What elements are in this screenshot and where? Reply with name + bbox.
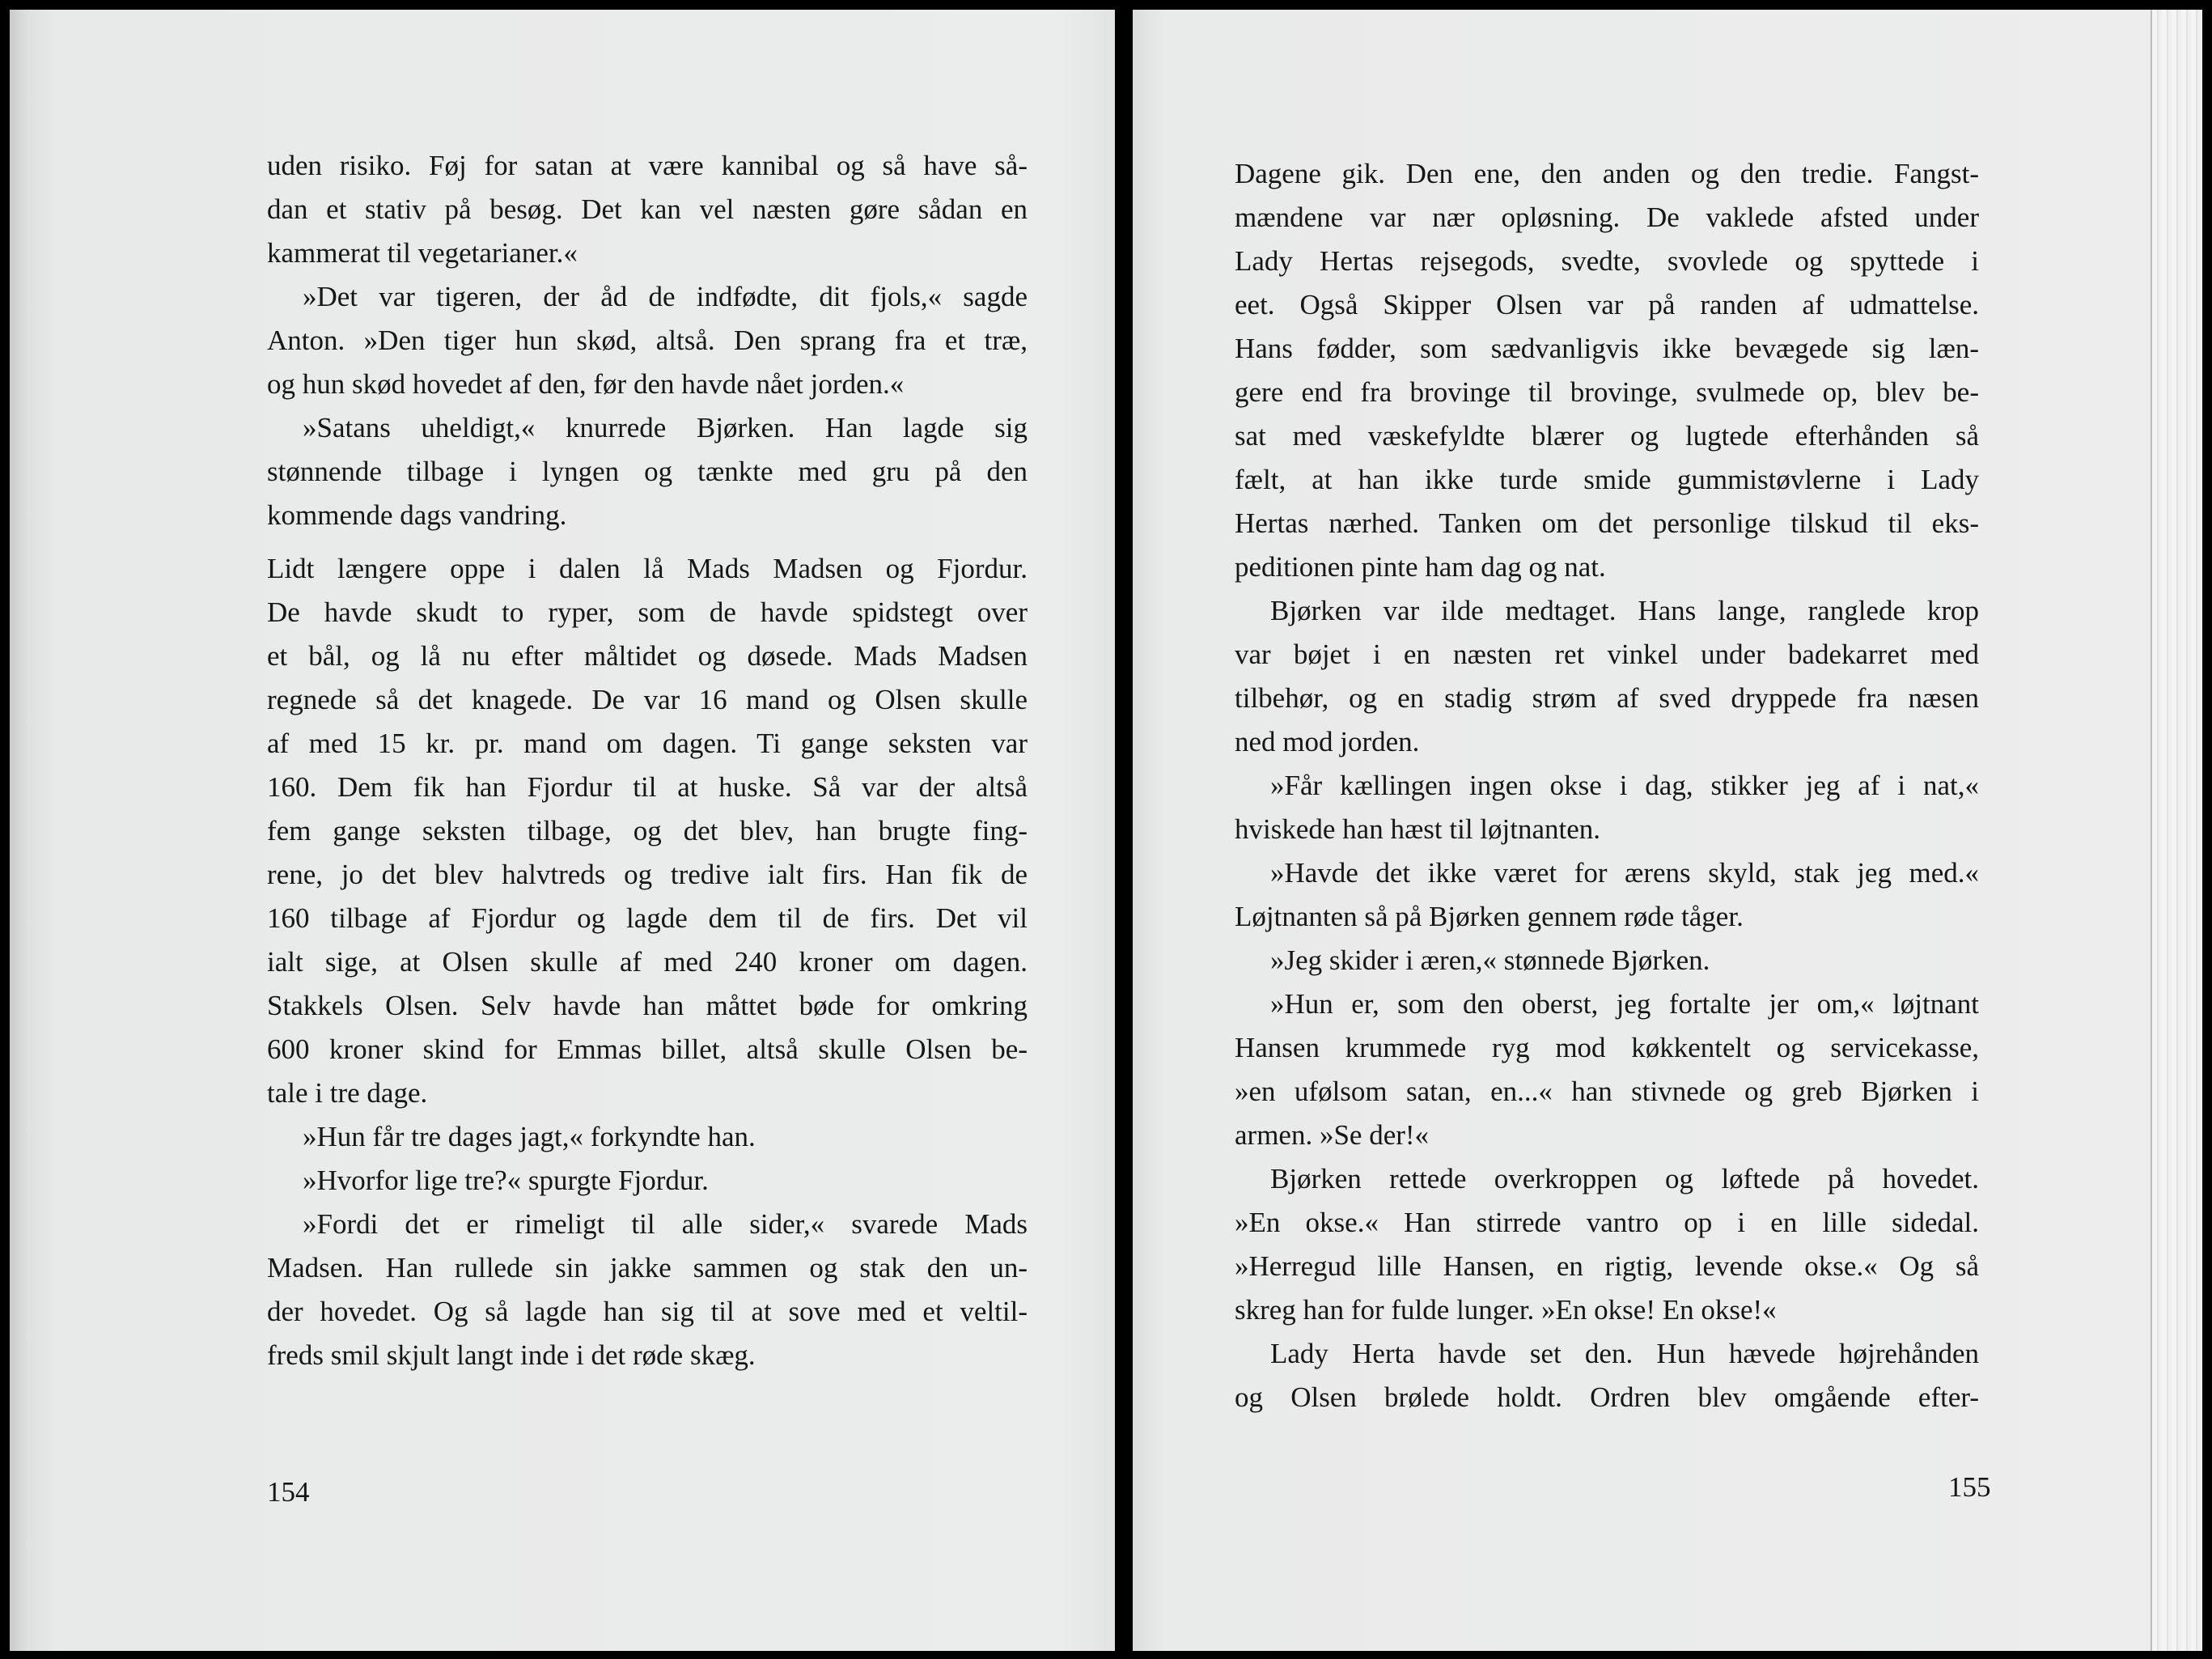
text-line: »En okse.« Han stirrede vantro op i en lille sidedal. — [1235, 1207, 1979, 1238]
text-line: »Får kællingen ingen okse i dag, stikker jeg af i nat,« — [1270, 770, 1979, 801]
page-number: 155 — [1948, 1471, 1991, 1503]
right-page — [1133, 10, 2202, 1651]
text-line: Løjtnanten så på Bjørken gennem røde tåger. — [1235, 901, 1744, 932]
text-line: eet. Også Skipper Olsen var på randen af udmattelse. — [1235, 289, 1979, 320]
text-line: Lady Hertas rejsegods, svedte, svovlede og spyttede i — [1235, 245, 1979, 277]
text-line: Dagene gik. Den ene, den anden og den tredie. Fangst- — [1235, 158, 1979, 189]
text-line: mændene var nær opløsning. De vaklede afsted under — [1235, 202, 1979, 233]
text-line: ialt sige, at Olsen skulle af med 240 kroner om dagen. — [267, 946, 1028, 978]
text-line: var bøjet i en næsten ret vinkel under badekarret med — [1235, 639, 1979, 670]
text-line: stønnende tilbage i lyngen og tænkte med gru på den — [267, 456, 1028, 487]
text-line: fælt, at han ikke turde smide gummistøvlerne i Lady — [1235, 464, 1979, 495]
text-line: »Hun får tre dages jagt,« forkyndte han. — [303, 1121, 756, 1152]
text-line: og hun skød hovedet af den, før den havde nået jorden.« — [267, 368, 905, 400]
text-line: ned mod jorden. — [1235, 726, 1420, 757]
text-line: »Havde det ikke været for ærens skyld, stak jeg med.« — [1270, 857, 1979, 889]
text-line: regnede så det knagede. De var 16 mand og Olsen skulle — [267, 684, 1028, 715]
text-line: Stakkels Olsen. Selv havde han måttet bøde for omkring — [267, 990, 1028, 1021]
text-line: hviskede han hæst til løjtnanten. — [1235, 813, 1601, 845]
text-line: rene, jo det blev halvtreds og tredive ialt firs. Han fik de — [267, 859, 1028, 890]
text-line: »Fordi det er rimeligt til alle sider,« svarede Mads — [303, 1208, 1028, 1240]
text-line: »en ufølsom satan, en...« han stivnede og greb Bjørken i — [1235, 1076, 1979, 1107]
text-line: tilbehør, og en stadig strøm af sved dryppede fra næsen — [1235, 682, 1979, 714]
text-line: De havde skudt to ryper, som de havde spidstegt over — [267, 596, 1028, 628]
text-line: armen. »Se der!« — [1235, 1119, 1430, 1151]
text-line: »Jeg skider i æren,« stønnede Bjørken. — [1270, 944, 1710, 976]
text-line: Hertas nærhed. Tanken om det personlige tilskud til eks- — [1235, 507, 1979, 539]
text-line: Madsen. Han rullede sin jakke sammen og stak den un- — [267, 1252, 1028, 1283]
page-edges — [2151, 10, 2202, 1651]
text-line: 600 kroner skind for Emmas billet, altså skulle Olsen be- — [267, 1033, 1028, 1065]
text-line: skreg han for fulde lunger. »En okse! En okse!« — [1235, 1294, 1777, 1326]
text-line: Lady Herta havde set den. Hun hævede højrehånden — [1270, 1338, 1979, 1369]
text-line: »Hun er, som den oberst, jeg fortalte jer om,« løjtnant — [1270, 988, 1979, 1020]
text-line: »Herregud lille Hansen, en rigtig, levende okse.« Og så — [1235, 1250, 1979, 1282]
text-line: freds smil skjult langt inde i det røde skæg. — [267, 1339, 756, 1371]
text-line: peditionen pinte ham dag og nat. — [1235, 551, 1606, 583]
text-line: kammerat til vegetarianer.« — [267, 237, 578, 269]
text-line: 160. Dem fik han Fjordur til at huske. Så var der altså — [267, 771, 1028, 803]
text-line: dan et stativ på besøg. Det kan vel næsten gøre sådan en — [267, 193, 1028, 225]
text-line: gere end fra brovinge til brovinge, svulmede op, blev be- — [1235, 376, 1979, 408]
text-line: »Hvorfor lige tre?« spurgte Fjordur. — [303, 1165, 709, 1196]
text-line: kommende dags vandring. — [267, 499, 567, 531]
right-page-text — [1235, 152, 1979, 1419]
left-page-text — [267, 144, 1028, 1377]
text-line: Hansen krummede ryg mod køkkentelt og servicekasse, — [1235, 1032, 1979, 1063]
text-line: et bål, og lå nu efter måltidet og døsede. Mads Madsen — [267, 640, 1028, 672]
text-line: 160 tilbage af Fjordur og lagde dem til de firs. Det vil — [267, 902, 1028, 934]
text-line: Anton. »Den tiger hun skød, altså. Den sprang fra et træ, — [267, 325, 1028, 356]
page-number: 154 — [267, 1476, 310, 1508]
text-line: Bjørken var ilde medtaget. Hans lange, ranglede krop — [1270, 595, 1979, 626]
text-line: Bjørken rettede overkroppen og løftede på hovedet. — [1270, 1163, 1979, 1194]
text-line: fem gange seksten tilbage, og det blev, han brugte fing- — [267, 815, 1028, 846]
text-line: uden risiko. Føj for satan at være kannibal og så have så- — [267, 150, 1028, 181]
text-line: af med 15 kr. pr. mand om dagen. Ti gange seksten var — [267, 728, 1028, 759]
text-line: Lidt længere oppe i dalen lå Mads Madsen og Fjordur. — [267, 553, 1028, 584]
text-line: »Det var tigeren, der åd de indfødte, dit fjols,« sagde — [303, 281, 1028, 312]
text-line: sat med væskefyldte blærer og lugtede efterhånden så — [1235, 420, 1979, 452]
text-line: tale i tre dage. — [267, 1077, 428, 1109]
text-line: og Olsen brølede holdt. Ordren blev omgående efter- — [1235, 1381, 1979, 1413]
text-line: »Satans uheldigt,« knurrede Bjørken. Han lagde sig — [303, 412, 1028, 443]
text-line: Hans fødder, som sædvanligvis ikke bevægede sig læn- — [1235, 333, 1979, 364]
text-line: der hovedet. Og så lagde han sig til at sove med et veltil- — [267, 1296, 1028, 1327]
left-page — [10, 10, 1115, 1651]
